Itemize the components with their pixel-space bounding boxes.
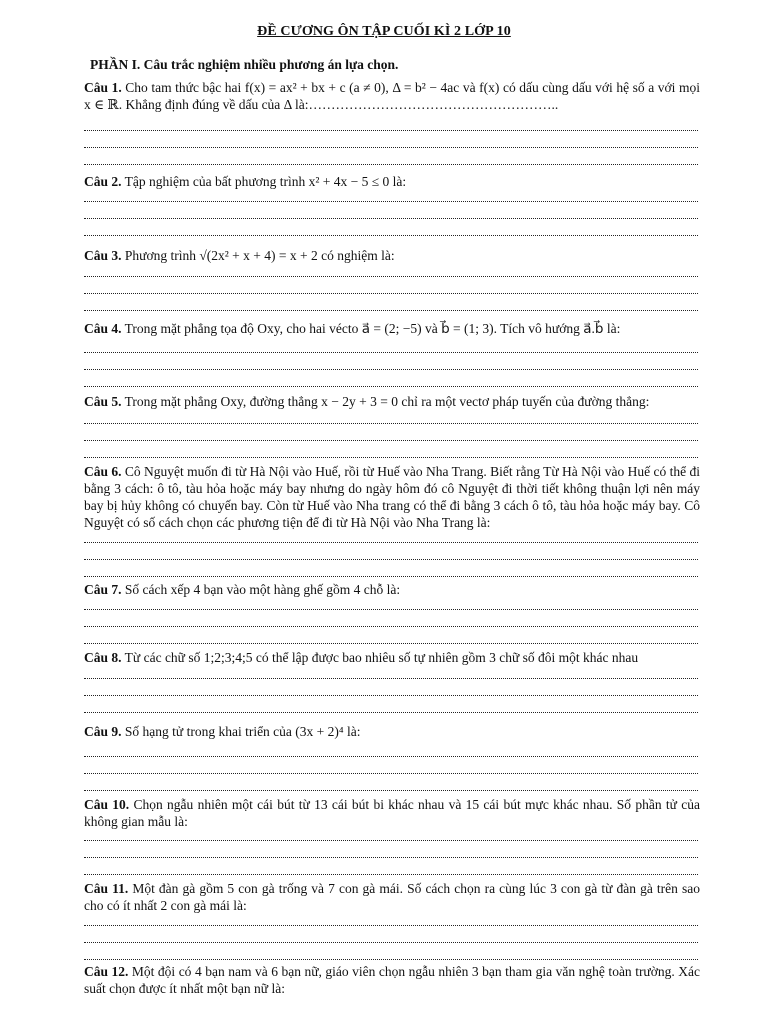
question-text: Số hạng tử trong khai triển của (3x + 2)⁴ là: bbox=[124, 724, 361, 739]
answer-line bbox=[84, 235, 698, 236]
question-text: Trong mặt phẳng Oxy, đường thẳng x − 2y + 3 = 0 chỉ ra một vectơ pháp tuyến của đường thẳng: bbox=[124, 394, 650, 409]
question-1 bbox=[84, 79, 700, 113]
question-5 bbox=[84, 393, 700, 410]
answer-line bbox=[84, 201, 698, 202]
answer-line bbox=[84, 310, 698, 311]
answer-line bbox=[84, 840, 698, 841]
answer-line bbox=[84, 352, 698, 353]
answer-line bbox=[84, 773, 698, 774]
question-text: Phương trình √(2x² + x + 4) = x + 2 có nghiệm là: bbox=[124, 248, 395, 263]
question-label: Câu 3. bbox=[84, 248, 122, 263]
answer-line bbox=[84, 164, 698, 165]
answer-line bbox=[84, 130, 698, 131]
question-8 bbox=[84, 649, 700, 666]
answer-line bbox=[84, 695, 698, 696]
answer-line bbox=[84, 959, 698, 960]
question-text: Từ các chữ số 1;2;3;4;5 có thể lập được bao nhiêu số tự nhiên gồm 3 chữ số đôi một khác nhau bbox=[124, 650, 639, 665]
question-10 bbox=[84, 796, 700, 830]
section-heading: PHẦN I. Câu trắc nghiệm nhiều phương án lựa chọn. bbox=[90, 57, 399, 72]
question-text: Cô Nguyệt muốn đi từ Hà Nội vào Huế, rồi từ Huế vào Nha Trang. Biết rằng Từ Hà Nội vào Huế có thể đi bằng 3 cách: ô tô, tàu hỏa hoặc máy bay nhưng do ngày hôm đó cô Nguyệt đi thời tiết không thuận lợi nên máy bay bị hủy không có chuyến bay. Còn từ Huế vào Nha trang có thể đi bằng 3 cách ô tô, tàu hỏa hoặc máy bay. Cô Nguyệt có số cách chọn các phương tiện để đi từ Hà Nội vào Nha Trang là: bbox=[84, 464, 700, 530]
question-3 bbox=[84, 247, 700, 264]
question-label: Câu 2. bbox=[84, 174, 122, 189]
question-11 bbox=[84, 880, 700, 914]
answer-line bbox=[84, 712, 698, 713]
answer-line bbox=[84, 369, 698, 370]
question-text: Một đội có 4 bạn nam và 6 bạn nữ, giáo viên chọn ngẫu nhiên 3 bạn tham gia văn nghệ toàn trường. Xác suất chọn được ít nhất một bạn nữ là: bbox=[84, 964, 701, 996]
question-label: Câu 5. bbox=[84, 394, 122, 409]
question-12 bbox=[84, 963, 700, 997]
answer-line bbox=[84, 626, 698, 627]
question-label: Câu 10. bbox=[84, 797, 130, 812]
question-label: Câu 4. bbox=[84, 321, 122, 336]
answer-line bbox=[84, 576, 698, 577]
answer-line bbox=[84, 559, 698, 560]
document-title: ĐỀ CƯƠNG ÔN TẬP CUỐI KÌ 2 LỚP 10 bbox=[257, 24, 511, 39]
answer-line bbox=[84, 874, 698, 875]
answer-line bbox=[84, 643, 698, 644]
question-text: Một đàn gà gồm 5 con gà trống và 7 con gà mái. Số cách chọn ra cùng lúc 3 con gà từ đàn gà trên sao cho có ít nhất 2 con gà mái là: bbox=[84, 881, 701, 913]
answer-line bbox=[84, 857, 698, 858]
question-9 bbox=[84, 723, 700, 740]
answer-line bbox=[84, 276, 698, 277]
answer-line bbox=[84, 440, 698, 441]
answer-line bbox=[84, 457, 698, 458]
answer-line bbox=[84, 678, 698, 679]
question-2 bbox=[84, 173, 700, 190]
question-label: Câu 12. bbox=[84, 964, 129, 979]
answer-line bbox=[84, 542, 698, 543]
answer-line bbox=[84, 218, 698, 219]
question-text: Trong mặt phẳng tọa độ Oxy, cho hai vécto a⃗ = (2; −5) và b⃗ = (1; 3). Tích vô hướng a⃗.b⃗ là: bbox=[124, 321, 621, 336]
answer-line bbox=[84, 609, 698, 610]
question-text: Chọn ngẫu nhiên một cái bút từ 13 cái bút bi khác nhau và 15 cái bút mực khác nhau. Số phần tử của không gian mẫu là: bbox=[84, 797, 700, 829]
question-label: Câu 7. bbox=[84, 582, 122, 597]
answer-line bbox=[84, 925, 698, 926]
question-text: Số cách xếp 4 bạn vào một hàng ghế gồm 4 chỗ là: bbox=[124, 582, 401, 597]
question-label: Câu 8. bbox=[84, 650, 122, 665]
answer-line bbox=[84, 147, 698, 148]
question-7 bbox=[84, 581, 700, 598]
question-label: Câu 11. bbox=[84, 881, 129, 896]
answer-line bbox=[84, 423, 698, 424]
answer-line bbox=[84, 942, 698, 943]
question-6 bbox=[84, 463, 700, 531]
question-label: Câu 1. bbox=[84, 80, 122, 95]
answer-line bbox=[84, 756, 698, 757]
question-label: Câu 9. bbox=[84, 724, 122, 739]
question-label: Câu 6. bbox=[84, 464, 122, 479]
answer-line bbox=[84, 386, 698, 387]
answer-line bbox=[84, 293, 698, 294]
question-4 bbox=[84, 320, 700, 337]
question-text: Cho tam thức bậc hai f(x) = ax² + bx + c (a ≠ 0), Δ = b² − 4ac và f(x) có dấu cùng dấu với hệ số a với mọi x ∈ ℝ. Khẳng định đúng về dấu của Δ là:……………………………………………….. bbox=[84, 80, 700, 112]
answer-line bbox=[84, 790, 698, 791]
question-text: Tập nghiệm của bất phương trình x² + 4x − 5 ≤ 0 là: bbox=[124, 174, 407, 189]
